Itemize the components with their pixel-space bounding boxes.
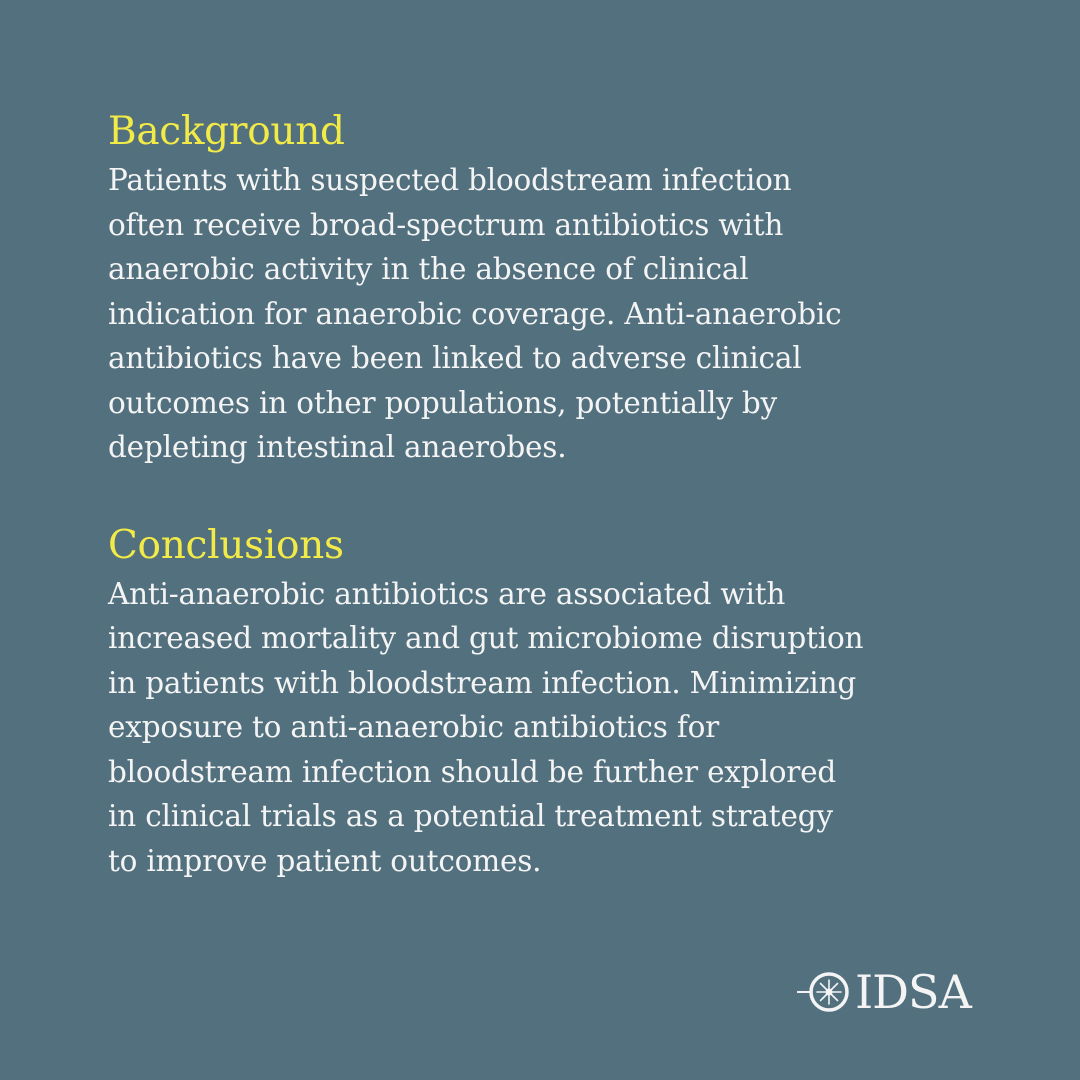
idsa-starburst-icon — [797, 964, 853, 1020]
conclusions-section — [108, 522, 988, 884]
conclusions-text-line: in clinical trials as a potential treatment strategy — [108, 799, 833, 833]
background-heading: Background — [108, 109, 345, 154]
background-text-line: Patients with suspected bloodstream infection — [108, 163, 792, 197]
background-text-line: often receive broad-spectrum antibiotics with — [108, 207, 784, 242]
conclusions-text-line: Anti-anaerobic antibiotics are associated with — [108, 576, 786, 611]
content-card — [108, 108, 988, 883]
background-text-line: outcomes in other populations, potentially by — [108, 385, 777, 420]
conclusions-text-line: in patients with bloodstream infection. Minimizing — [108, 665, 857, 700]
idsa-logo — [797, 964, 971, 1020]
background-text-line: indication for anaerobic coverage. Anti-anaerobic — [108, 296, 842, 331]
background-text-line: depleting intestinal anaerobes. — [108, 430, 567, 464]
conclusions-text-line: increased mortality and gut microbiome disruption — [108, 621, 864, 655]
idsa-logo-text: IDSA — [855, 965, 971, 1019]
conclusions-text-line: bloodstream infection should be further explored — [108, 754, 837, 789]
conclusions-text — [108, 572, 988, 884]
background-text-line: antibiotics have been linked to adverse clinical — [108, 341, 802, 375]
background-text-line: anaerobic activity in the absence of clinical — [108, 252, 749, 286]
conclusions-heading: Conclusions — [108, 522, 344, 568]
conclusions-text-line: to improve patient outcomes. — [108, 843, 542, 878]
background-text — [108, 158, 988, 470]
conclusions-text-line: exposure to anti-anaerobic antibiotics for — [108, 710, 720, 744]
background-section — [108, 108, 988, 470]
